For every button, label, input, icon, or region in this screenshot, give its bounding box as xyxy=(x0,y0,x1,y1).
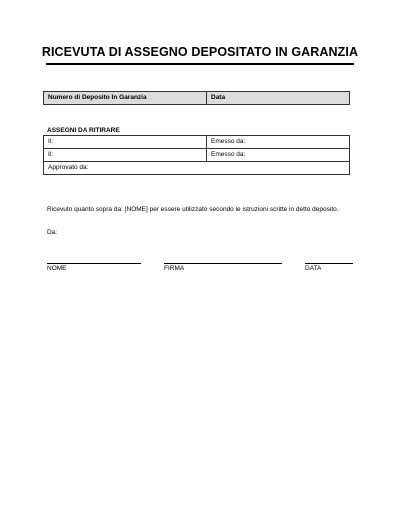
title-divider xyxy=(46,63,354,65)
checks-table xyxy=(43,135,350,175)
check-issuer-field: Emesso da: xyxy=(207,136,350,149)
checks-section-heading: ASSEGNI DA RITIRARE xyxy=(47,127,120,134)
name-signature-line xyxy=(47,263,141,272)
deposit-number-label: Numero di Deposito In Garanzia xyxy=(44,92,207,105)
table-row xyxy=(44,92,350,105)
date-signature-label: DATA xyxy=(305,265,322,272)
check-date-field: Il: xyxy=(44,136,207,149)
date-label: Data xyxy=(207,92,350,105)
check-date-field: Il: xyxy=(44,149,207,162)
deposit-header-table xyxy=(43,91,350,105)
receipt-statement: Ricevuto quanto sopra da: [NOME] per essere utilizzato secondo le istruzioni scritte in detto deposito. xyxy=(47,206,339,213)
check-issuer-field: Emesso da: xyxy=(207,149,350,162)
date-signature-line xyxy=(305,263,353,272)
from-label: Da: xyxy=(47,229,58,236)
approved-by-field: Approvato da: xyxy=(44,162,350,175)
signature-label: FIRMA xyxy=(164,265,185,272)
table-row xyxy=(44,162,350,175)
table-row xyxy=(44,149,350,162)
signature-line xyxy=(164,263,282,272)
name-label: NOME xyxy=(47,265,67,272)
document-title: RICEVUTA DI ASSEGNO DEPOSITATO IN GARANZIA xyxy=(41,45,359,59)
table-row xyxy=(44,136,350,149)
